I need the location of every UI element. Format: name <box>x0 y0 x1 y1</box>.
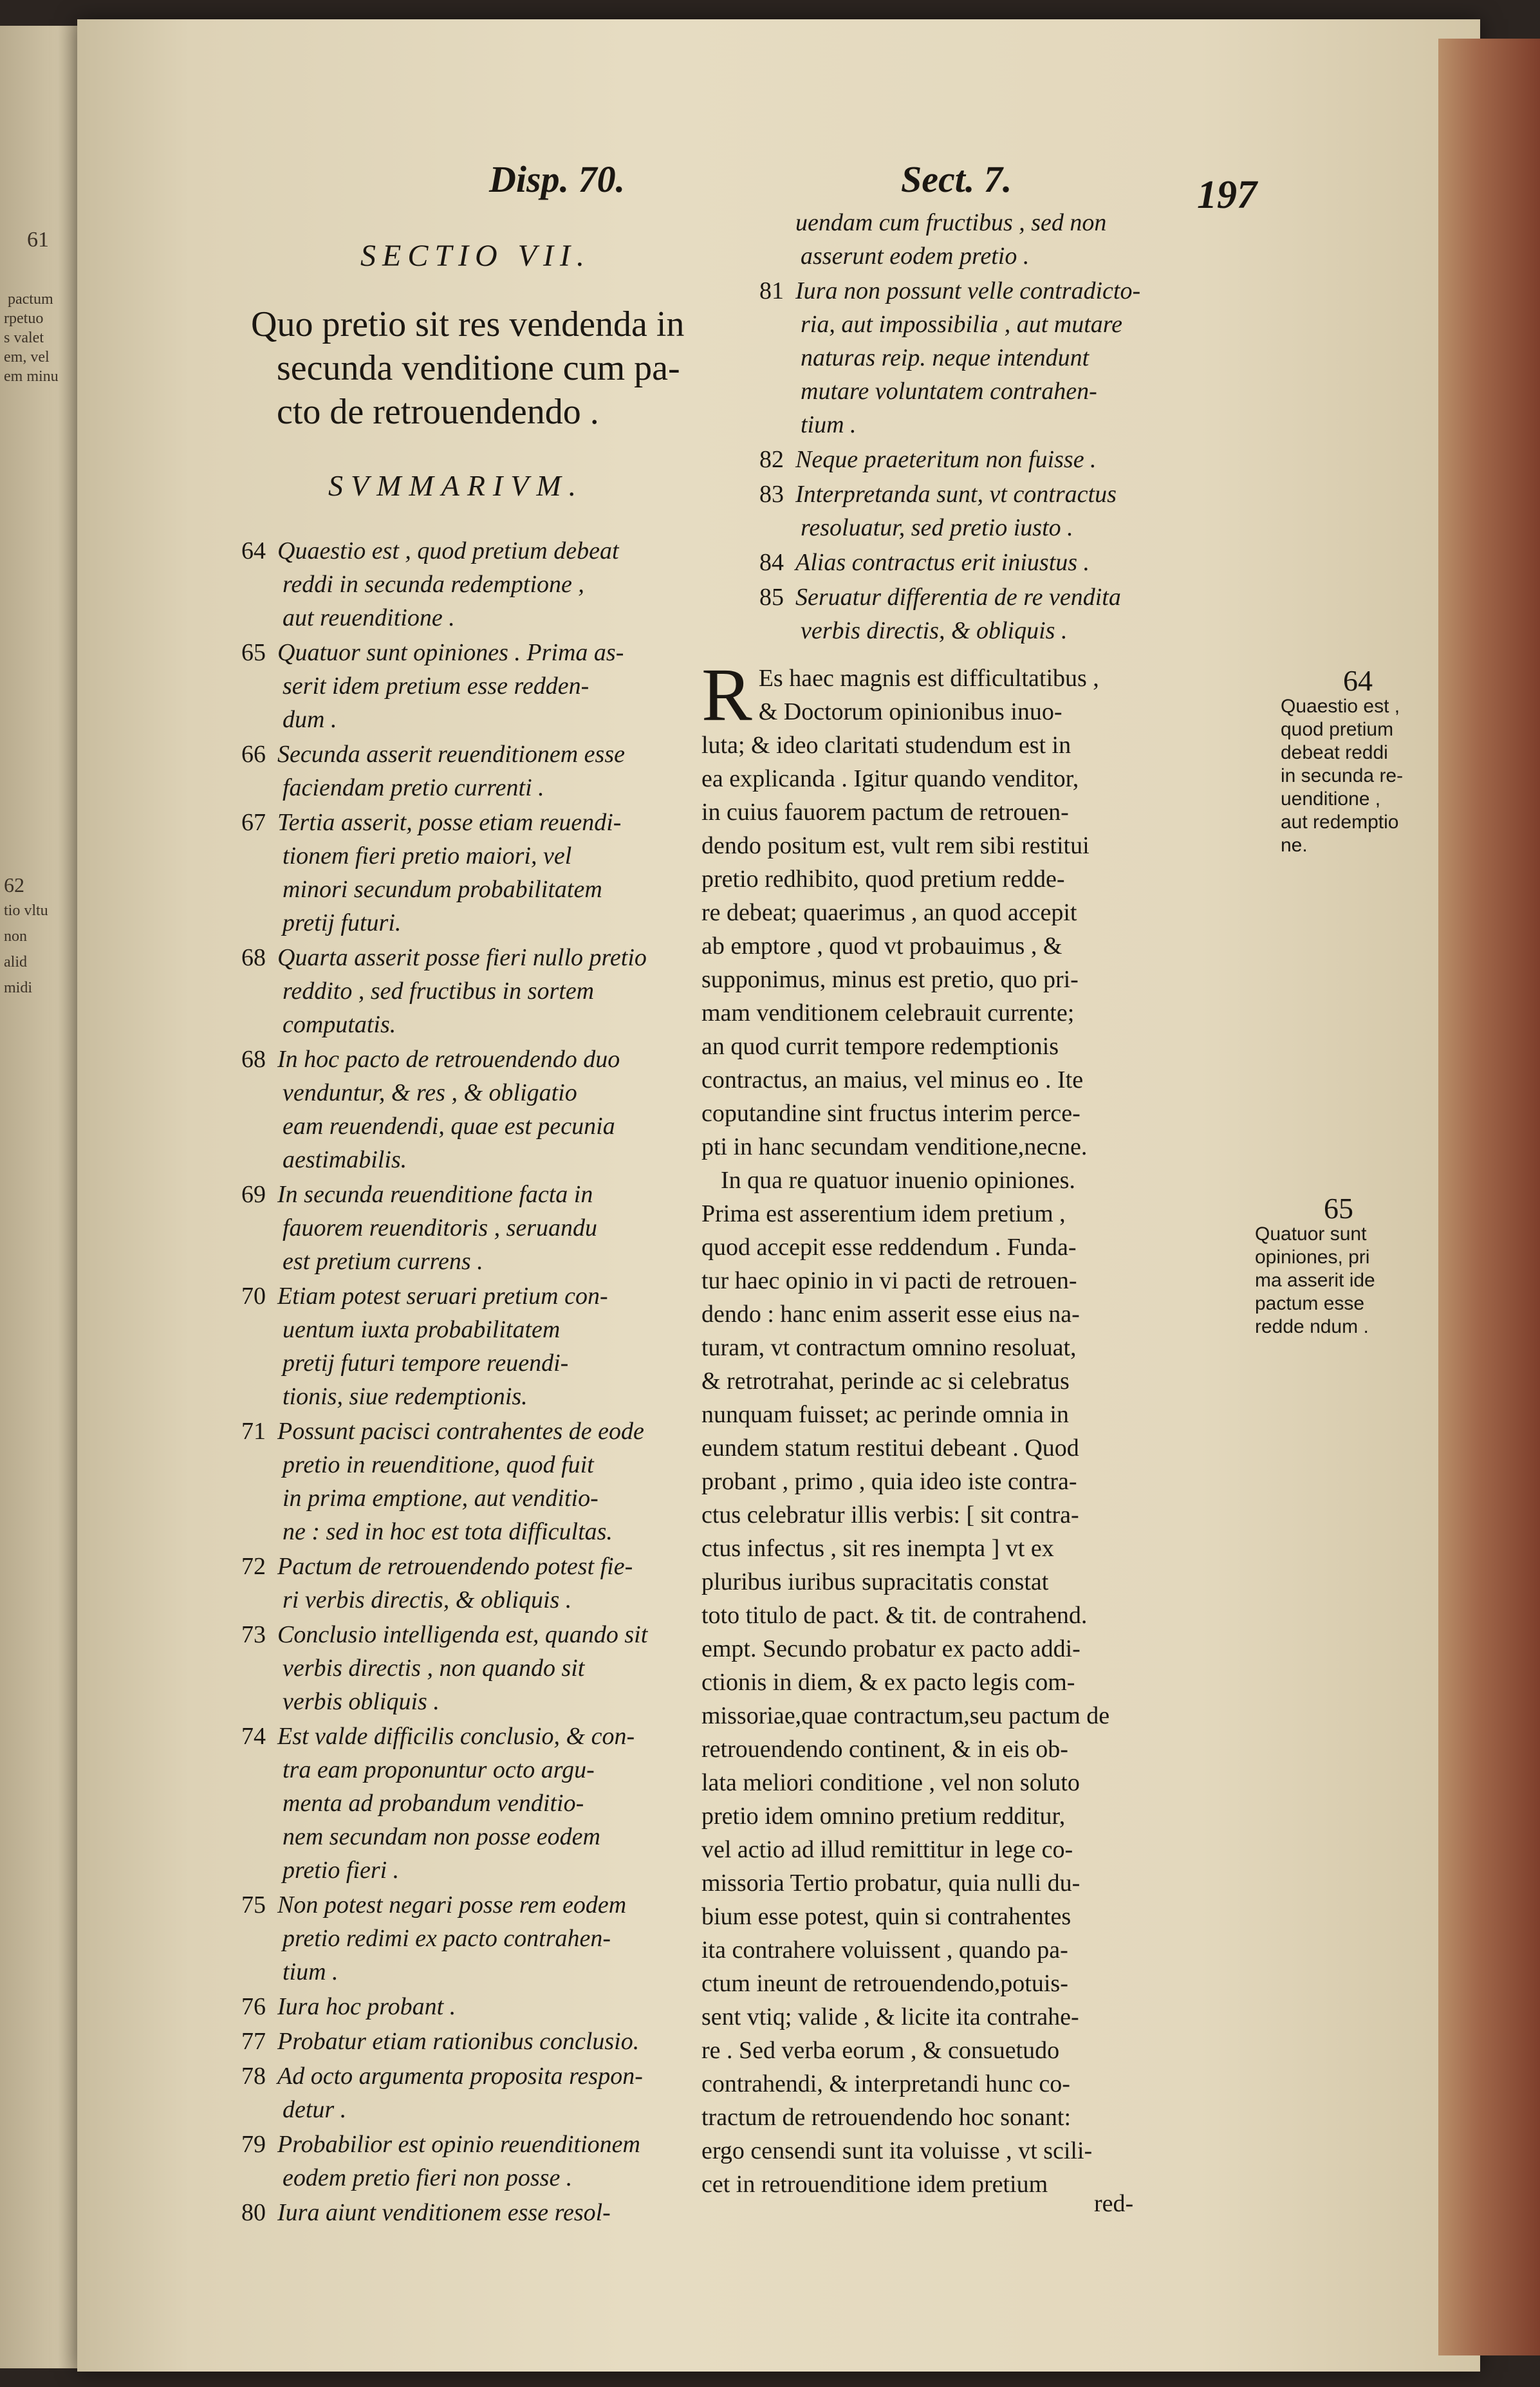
body-line: retrouendendo continent, & in eis ob- <box>701 1736 1068 1763</box>
page-number: 197 <box>1197 173 1257 217</box>
summarium-item <box>759 274 1294 441</box>
section-heading: SECTIO VII. <box>360 239 591 273</box>
summarium-item <box>759 478 1294 544</box>
summarium-item-number: 84 <box>759 549 784 576</box>
margin-note-line: ma asserit ide <box>1255 1270 1375 1291</box>
summarium-item-line: menta ad probandum venditio- <box>283 1790 584 1817</box>
body-line: Prima est asserentium idem pretium , <box>701 1200 1066 1227</box>
summarium-item-number: 75 <box>241 1891 266 1918</box>
summarium-item <box>759 546 1294 579</box>
body-line: contractus, an maius, vel minus eo . Ite <box>701 1066 1084 1093</box>
summarium-item-number: 77 <box>241 2028 266 2055</box>
prev-page-fragment: pactum <box>8 291 53 308</box>
body-line: quod accepit esse reddendum . Funda- <box>701 1234 1077 1261</box>
prev-page-fragment: rpetuo <box>4 310 44 327</box>
summarium-item-line: ria, aut impossibilia , aut mutare <box>801 311 1123 338</box>
margin-note-line: opiniones, pri <box>1255 1247 1370 1268</box>
summarium-item-number: 79 <box>241 2131 266 2158</box>
summarium-item-line: verbis directis , non quando sit <box>283 1655 585 1682</box>
summarium-item-number: 66 <box>241 741 266 768</box>
summarium-item-line: Quatuor sunt opiniones . Prima as- <box>277 639 624 666</box>
body-line: lata meliori conditione , vel non soluto <box>701 1769 1080 1796</box>
summarium-item <box>241 1618 743 1718</box>
body-line: & Doctorum opinionibus inuo- <box>758 698 1062 725</box>
margin-note-line: redde ndum . <box>1255 1316 1369 1337</box>
summarium-item-line: venduntur, & res , & obligatio <box>283 1079 577 1106</box>
margin-note-line: Quatuor sunt <box>1255 1223 1367 1245</box>
margin-note-line: Quaestio est , <box>1281 696 1400 717</box>
body-line: pluribus iuribus supracitatis constat <box>701 1568 1049 1595</box>
summarium-item-line: eam reuendendi, quae est pecunia <box>283 1113 615 1140</box>
body-line: toto titulo de pact. & tit. de contrahend. <box>701 1602 1088 1629</box>
body-line: tractum de retrouendendo hoc sonant: <box>701 2104 1072 2131</box>
summarium-item-line: Possunt pacisci contrahentes de eode <box>277 1418 644 1445</box>
summarium-item-line: uendam cum fructibus , sed non <box>795 209 1107 236</box>
summarium-item-number: 81 <box>759 277 784 304</box>
body-line: dendo : hanc enim asserit esse eius na- <box>701 1301 1080 1328</box>
summarium-item-number: 73 <box>241 1621 266 1648</box>
prev-page-fragment: midi <box>4 980 33 996</box>
drop-cap: R <box>701 653 752 737</box>
body-line: re . Sed verba eorum , & consuetudo <box>701 2037 1060 2064</box>
summarium-item-line: Est valde difficilis conclusio, & con- <box>277 1723 635 1750</box>
summarium-item-line: in prima emptione, aut venditio- <box>283 1485 598 1512</box>
summarium-item-line: uentum iuxta probabilitatem <box>283 1316 561 1343</box>
margin-note-line: debeat reddi <box>1281 742 1388 763</box>
summarium-item-line: In hoc pacto de retrouendendo duo <box>277 1046 620 1073</box>
summarium-item <box>241 2059 743 2126</box>
margin-note-line: in secunda re- <box>1281 765 1404 786</box>
summarium-item-number: 76 <box>241 1993 266 2020</box>
summarium-item-line: tionem fieri pretio maiori, vel <box>283 842 572 869</box>
body-line: nunquam fuisset; ac perinde omnia in <box>701 1401 1069 1428</box>
summarium-item-number: 72 <box>241 1553 266 1580</box>
body-line: ctionis in diem, & ex pacto legis com- <box>701 1669 1075 1696</box>
summarium-item-line: pretio redimi ex pacto contrahen- <box>283 1925 611 1952</box>
summarium-item <box>241 534 743 635</box>
summarium-item-line: aut reuenditione . <box>283 604 455 631</box>
summarium-item-line: reddi in secunda redemptione , <box>283 571 584 598</box>
summarium-item-line: Conclusio intelligenda est, quando sit <box>277 1621 648 1648</box>
summarium-item-line: In secunda reuenditione facta in <box>277 1181 593 1208</box>
body-line: tur haec opinio in vi pacti de retrouen- <box>701 1267 1077 1294</box>
summarium-item-line: Iura hoc probant . <box>277 1993 456 2020</box>
summarium-item-number: 80 <box>241 2199 266 2226</box>
body-line: luta; & ideo claritati studendum est in <box>701 732 1072 759</box>
summarium-list <box>241 534 743 2231</box>
summarium-item-number: 69 <box>241 1181 266 1208</box>
summarium-item-line: mutare voluntatem contrahen- <box>801 378 1097 405</box>
summarium-item-line: dum . <box>283 706 337 733</box>
summarium-item-line: serit idem pretium esse redden- <box>283 673 589 700</box>
summarium-item-line: pretij futuri tempore reuendi- <box>283 1350 569 1377</box>
body-line: pretio idem omnino pretium redditur, <box>701 1803 1066 1830</box>
summarium-list-continued <box>759 206 1294 649</box>
body-line: pretio redhibito, quod pretium redde- <box>701 866 1065 893</box>
summarium-item-line: Non potest negari posse rem eodem <box>277 1891 627 1918</box>
summarium-item-line: pretio in reuenditione, quod fuit <box>283 1451 594 1478</box>
running-head-left: Disp. 70. <box>489 158 626 200</box>
summarium-item-number: 78 <box>241 2063 266 2090</box>
section-title <box>251 302 753 434</box>
summarium-item <box>241 1888 743 1989</box>
section-title-line: secunda venditione cum pa- <box>277 348 680 388</box>
summarium-item <box>241 806 743 940</box>
summarium-item-line: Alias contractus erit iniustus . <box>795 549 1090 576</box>
margin-note-number: 65 <box>1324 1192 1353 1225</box>
body-line: vel actio ad illud remittitur in lege co- <box>701 1836 1073 1863</box>
summarium-item-line: reddito , sed fructibus in sortem <box>283 978 595 1005</box>
summarium-item <box>241 2025 743 2058</box>
body-line: ctus infectus , sit res inempta ] vt ex <box>701 1535 1054 1562</box>
body-line: dendo positum est, vult rem sibi restitui <box>701 832 1090 859</box>
summarium-item-line: computatis. <box>283 1011 396 1038</box>
running-head-right: Sect. 7. <box>901 158 1012 200</box>
summarium-item-line: detur . <box>283 2096 347 2123</box>
summarium-item <box>241 636 743 736</box>
body-line: In qua re quatuor inuenio opiniones. <box>721 1167 1075 1194</box>
summarium-item-line: Seruatur differentia de re vendita <box>795 584 1121 611</box>
summarium-item <box>759 580 1294 647</box>
summarium-item-line: naturas reip. neque intendunt <box>801 344 1090 371</box>
summarium-item-number: 70 <box>241 1283 266 1310</box>
body-line: coputandine sint fructus interim perce- <box>701 1100 1081 1127</box>
summarium-item-line: fauorem reuenditoris , seruandu <box>283 1214 598 1241</box>
catchword: red- <box>1094 2190 1134 2217</box>
summarium-item <box>241 2196 743 2229</box>
margin-note-line: aut redemptio <box>1281 812 1399 833</box>
section-title-line: cto de retrouendendo . <box>277 392 599 432</box>
margin-note <box>1281 664 1435 857</box>
body-line: sent vtiq; valide , & licite ita contrahe- <box>701 2003 1079 2030</box>
body-line: re debeat; quaerimus , an quod accepit <box>701 899 1077 926</box>
prev-page-fragment: alid <box>4 954 27 971</box>
margin-note-line: ne. <box>1281 835 1308 856</box>
summarium-item-line: ne : sed in hoc est tota difficultas. <box>283 1518 613 1545</box>
body-line: probant , primo , quia ideo iste contra- <box>701 1468 1077 1495</box>
margin-note <box>1255 1192 1422 1339</box>
summarium-item <box>241 1415 743 1548</box>
body-line: ea explicanda . Igitur quando venditor, <box>701 765 1079 792</box>
body-line: bium esse potest, quin si contrahentes <box>701 1903 1072 1930</box>
summarium-item-line: Pactum de retrouendendo potest fie- <box>277 1553 633 1580</box>
body-line: missoriae,quae contractum,seu pactum de <box>701 1702 1110 1729</box>
summarium-item-number: 85 <box>759 584 784 611</box>
summarium-item-number: 82 <box>759 446 784 473</box>
summarium-item-line: aestimabilis. <box>283 1146 407 1173</box>
section-title-line: Quo pretio sit res vendenda in <box>251 304 685 344</box>
body-line: missoria Tertio probatur, quia nulli du- <box>701 1870 1081 1897</box>
margin-note-line: quod pretium <box>1281 719 1394 740</box>
summarium-item-line: pretio fieri . <box>283 1857 400 1884</box>
summarium-item-line: tium . <box>283 1958 339 1985</box>
summarium-item-number: 83 <box>759 481 784 508</box>
summarium-item <box>241 1990 743 2023</box>
summarium-item-line: tra eam proponuntur octo argu- <box>283 1756 595 1783</box>
summarium-item-line: Secunda asserit reuenditionem esse <box>277 741 625 768</box>
prev-page-fragment: em, vel <box>4 349 50 366</box>
summarium-item-line: Probabilior est opinio reuenditionem <box>277 2131 640 2158</box>
body-line: ctus celebratur illis verbis: [ sit contra- <box>701 1501 1079 1528</box>
summarium-item-line: nem secundam non posse eodem <box>283 1823 600 1850</box>
prev-page-fragment: non <box>4 928 27 945</box>
summarium-item-line: tionis, siue redemptionis. <box>283 1383 528 1410</box>
summarium-item <box>759 443 1294 476</box>
body-line: in cuius fauorem pactum de retrouen- <box>701 799 1069 826</box>
summarium-item-line: Neque praeteritum non fuisse . <box>795 446 1097 473</box>
summarium-item-line: Quarta asserit posse fieri nullo pretio <box>277 944 647 971</box>
body-line: empt. Secundo probatur ex pacto addi- <box>701 1635 1081 1662</box>
summarium-item <box>241 1178 743 1278</box>
summarium-item-number: 67 <box>241 809 266 836</box>
summarium-item-line: minori secundum probabilitatem <box>283 876 602 903</box>
summarium-item <box>241 1720 743 1887</box>
body-line: ctum ineunt de retrouendendo,potuis- <box>701 1970 1068 1997</box>
body-line: ab emptore , quod vt probauimus , & <box>701 933 1062 960</box>
summarium-item-line: eodem pretio fieri non posse . <box>283 2164 573 2191</box>
summarium-item-line: ri verbis directis, & obliquis . <box>283 1586 572 1613</box>
summarium-item-line: pretij futuri. <box>283 909 402 936</box>
summarium-item-line: est pretium currens . <box>283 1248 483 1275</box>
summarium-item-number: 65 <box>241 639 266 666</box>
summarium-item-line: Iura non possunt velle contradicto- <box>795 277 1141 304</box>
margin-note-line: pactum esse <box>1255 1293 1365 1314</box>
prev-page-fragment: s valet <box>4 330 44 346</box>
summarium-item-line: Tertia asserit, posse etiam reuendi- <box>277 809 622 836</box>
body-text <box>701 653 1268 2201</box>
summarium-item-line: Interpretanda sunt, vt contractus <box>795 481 1117 508</box>
summarium-item-line: Ad octo argumenta proposita respon- <box>277 2063 643 2090</box>
summarium-item <box>241 2128 743 2195</box>
summarium-item-line: Iura aiunt venditionem esse resol- <box>277 2199 611 2226</box>
body-line: eundem statum restitui debeant . Quod <box>701 1435 1079 1462</box>
summarium-item-line: verbis directis, & obliquis . <box>801 617 1068 644</box>
summarium-heading: SVMMARIVM. <box>328 469 584 502</box>
body-line: an quod currit tempore redemptionis <box>701 1033 1059 1060</box>
body-line: cet in retrouenditione idem pretium <box>701 2171 1048 2198</box>
body-line: ergo censendi sunt ita voluisse , vt scili- <box>701 2137 1093 2164</box>
summarium-item-line: Etiam potest seruari pretium con- <box>277 1283 608 1310</box>
body-line: & retrotrahat, perinde ac si celebratus <box>701 1368 1070 1395</box>
summarium-item-line: verbis obliquis . <box>283 1688 440 1715</box>
summarium-item-line: tium . <box>801 411 857 438</box>
summarium-item-line: asserunt eodem pretio . <box>801 243 1030 270</box>
prev-page-number: 62 <box>4 873 24 896</box>
summarium-item-number: 71 <box>241 1418 266 1445</box>
summarium-item <box>241 1043 743 1176</box>
prev-page-number: 61 <box>27 228 49 252</box>
summarium-item-line: Quaestio est , quod pretium debeat <box>277 537 619 564</box>
summarium-item-number: 68 <box>241 1046 266 1073</box>
summarium-item <box>241 1279 743 1413</box>
summarium-item-number: 64 <box>241 537 266 564</box>
summarium-item <box>241 1550 743 1617</box>
body-line: contrahendi, & interpretandi hunc co- <box>701 2070 1070 2097</box>
prev-page-fragment: em minu <box>4 368 59 385</box>
summarium-item <box>241 941 743 1041</box>
body-line: turam, vt contractum omnino resoluat, <box>701 1334 1077 1361</box>
summarium-item <box>759 206 1294 273</box>
body-line: mam venditionem celebrauit currente; <box>701 999 1075 1026</box>
margin-note-line: uenditione , <box>1281 788 1381 810</box>
margin-note-number: 64 <box>1343 664 1373 697</box>
body-line: pti in hanc secundam venditione,necne. <box>701 1133 1088 1160</box>
body-line: ita contrahere voluissent , quando pa- <box>701 1937 1068 1964</box>
prev-page-fragment: tio vltu <box>4 902 48 919</box>
summarium-item-line: Probatur etiam rationibus conclusio. <box>277 2028 640 2055</box>
summarium-item <box>241 738 743 804</box>
page-edge-red <box>1438 39 1540 2355</box>
body-line: Es haec magnis est difficultatibus , <box>758 665 1099 692</box>
summarium-item-line: resoluatur, sed pretio iusto . <box>801 514 1073 541</box>
summarium-item-number: 74 <box>241 1723 266 1750</box>
summarium-item-number: 68 <box>241 944 266 971</box>
summarium-item-line: faciendam pretio currenti . <box>283 774 544 801</box>
body-line: supponimus, minus est pretio, quo pri- <box>701 966 1079 993</box>
